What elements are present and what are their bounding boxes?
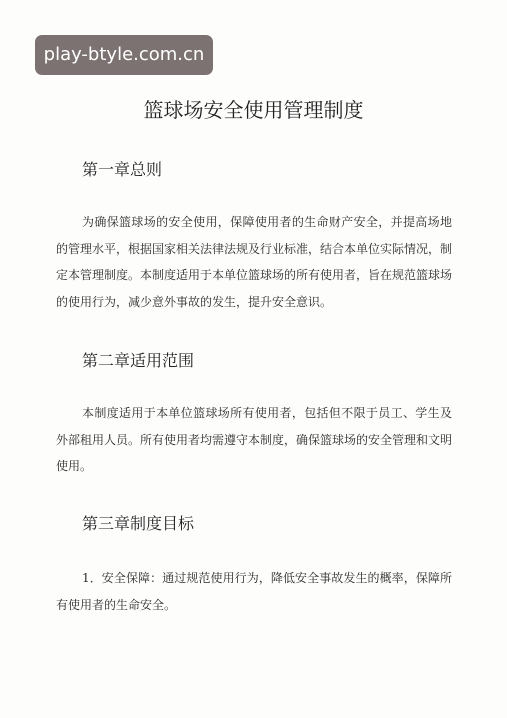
chapter-heading-3: 第三章制度目标 [82,514,195,533]
chapter-body-3: 1．安全保障：通过规范使用行为，降低安全事故发生的概率，保障所有使用者的生命安全。 [56,571,452,612]
chapter-heading-1: 第一章总则 [82,160,163,179]
watermark-badge [35,35,213,75]
chapter-heading-2: 第二章适用范围 [82,351,195,370]
chapter-body-2: 本制度适用于本单位篮球场所有使用者，包括但不限于员工、学生及外部租用人员。所有使用者均需遵守本制度，确保篮球场的安全管理和文明使用。 [56,406,453,473]
document-title: 篮球场安全使用管理制度 [143,98,364,122]
watermark-text: play-btyle.com.cn [43,44,205,65]
chapter-body-1: 为确保篮球场的安全使用，保障使用者的生命财产安全，并提高场地的管理水平，根据国家相关法律法规及行业标准，结合本单位实际情况，制定本管理制度。本制度适用于本单位篮球场的所有使用者，旨在规范篮球场的使用行为，减少意外事故的发生，提升安全意识。 [56,215,453,309]
